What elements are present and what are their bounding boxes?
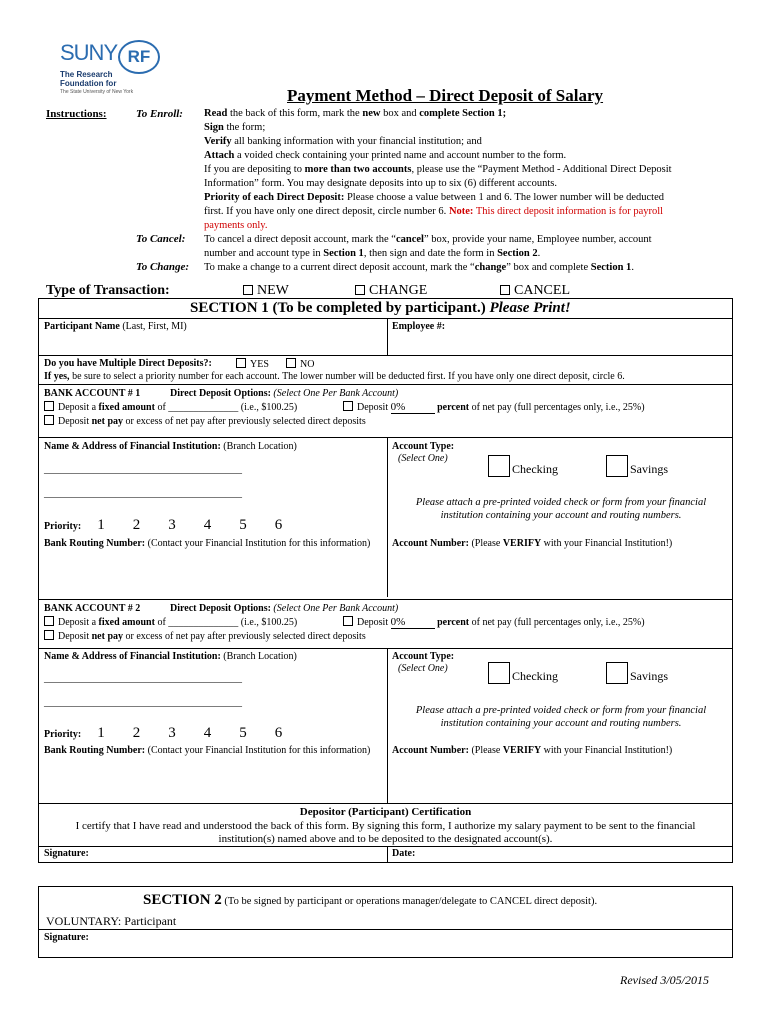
enroll-line-4: Attach a voided check containing your printed name and account number to the form.	[204, 150, 567, 161]
priority-row: Priority: 1 2 3 4 5 6	[44, 725, 283, 741]
checkbox-icon	[44, 616, 54, 626]
checkbox-icon	[243, 285, 253, 295]
attach-check-note: Please attach a pre-printed voided check or form from your financial institution containing your account and routing numbers.	[415, 705, 707, 729]
priority-row: Priority: 1 2 3 4 5 6	[44, 517, 283, 533]
checkbox-icon	[343, 401, 353, 411]
enroll-instructions	[204, 107, 724, 275]
logo-line-1: The Research	[60, 70, 113, 79]
priority-option-1[interactable]: 1	[97, 725, 105, 741]
checkbox-icon	[488, 455, 510, 477]
account-number-field[interactable]: Account Number: (Please VERIFY with your Financial Institution!)	[392, 538, 673, 549]
new-checkbox[interactable]: NEW	[243, 283, 289, 299]
percent-input[interactable]: 0%	[391, 401, 435, 414]
employee-number-field[interactable]: Employee #:	[392, 321, 446, 332]
section2-heading: SECTION 2 (To be signed by participant or operations manager/delegate to CANCEL direct deposit).	[143, 892, 598, 908]
divider	[38, 599, 733, 600]
divider	[387, 648, 388, 803]
checkbox-icon	[355, 285, 365, 295]
to-cancel-label: To Cancel:	[136, 233, 186, 245]
enroll-line-2: Sign the form;	[204, 122, 266, 133]
enroll-line-1: Read the back of this form, mark the new box and complete Section 1;	[204, 108, 507, 119]
priority-option-3[interactable]: 3	[168, 725, 176, 741]
revision-date: Revised 3/05/2015	[620, 973, 709, 987]
logo	[60, 36, 190, 98]
account-type-label: Account Type:	[392, 651, 455, 662]
change-checkbox[interactable]: CHANGE	[355, 283, 427, 299]
divider	[387, 846, 388, 862]
voluntary-label: VOLUNTARY: Participant	[46, 914, 177, 928]
divider	[38, 929, 733, 930]
priority-option-3[interactable]: 3	[168, 517, 176, 533]
priority-option-4[interactable]: 4	[203, 517, 212, 533]
logo-line-2: Foundation for	[60, 79, 117, 88]
suny-wordmark: SUNY	[60, 40, 118, 65]
certification-text: I certify that I have read and understood the back of this form. By signing this form, I authorize my salary payment to be sent to the financial institution(s) named above and to be deposited to the designated account(s).	[75, 820, 696, 845]
divider	[387, 437, 388, 597]
two-accounts-line-2: Information” form. You may designate deposits into up to six (6) different accounts.	[204, 178, 557, 189]
signature-field[interactable]: Signature:	[44, 848, 89, 859]
logo-line-3: The State University of New York	[60, 89, 134, 95]
checkbox-icon	[236, 358, 246, 368]
divider	[38, 803, 733, 804]
routing-number-field[interactable]: Bank Routing Number: (Contact your Financial Institution for this information)	[44, 538, 371, 549]
institution-name-address-label: Name & Address of Financial Institution: (Branch Location)	[44, 651, 297, 662]
priority-option-4[interactable]: 4	[203, 725, 212, 741]
checkbox-icon	[44, 401, 54, 411]
participant-name-field[interactable]: Participant Name (Last, First, MI)	[44, 321, 187, 332]
attach-check-note: Please attach a pre-printed voided check or form from your financial institution containing your account and routing numbers.	[415, 497, 707, 521]
priority-line: Priority of each Direct Deposit: Please choose a value between 1 and 6. The lower number will be deducted	[204, 192, 664, 203]
priority-line-2: first. If you have only one direct deposit, circle number 6. Note: This direct deposit information is for payroll	[204, 206, 664, 217]
checkbox-icon	[500, 285, 510, 295]
page-title: Payment Method – Direct Deposit of Salary	[287, 86, 604, 105]
multiple-yes-checkbox[interactable]: YES	[236, 358, 269, 370]
savings-checkbox[interactable]: Savings	[606, 662, 668, 684]
priority-option-2[interactable]: 2	[132, 725, 141, 741]
cancel-line-2: number and account type in Section 1, then sign and date the form in Section 2.	[204, 248, 541, 259]
to-change-label: To Change:	[136, 261, 190, 273]
multiple-deposits-question: Do you have Multiple Direct Deposits?:	[44, 358, 212, 369]
checkbox-icon	[286, 358, 296, 368]
rf-badge: RF	[118, 40, 160, 74]
account-type-hint: (Select One)	[398, 663, 448, 674]
percent-option[interactable]: Deposit 0% percent of net pay (full percentages only, i.e., 25%)	[343, 401, 645, 414]
checkbox-icon	[488, 662, 510, 684]
checkbox-icon	[606, 662, 628, 684]
cancel-line-1: To cancel a direct deposit account, mark the “cancel” box, provide your name, Employee number, account	[204, 234, 652, 245]
priority-option-5[interactable]: 5	[239, 517, 247, 533]
two-accounts-line: If you are depositing to more than two accounts, please use the “Payment Method - Additional Direct Deposit	[204, 164, 672, 175]
change-line: To make a change to a current direct deposit account, mark the “change” box and complete Section 1.	[204, 262, 634, 273]
checkbox-icon	[44, 415, 54, 425]
divider	[38, 648, 733, 649]
percent-option[interactable]: Deposit 0% percent of net pay (full percentages only, i.e., 25%)	[343, 616, 645, 629]
deposit-options-label: Direct Deposit Options: (Select One Per Bank Account)	[170, 388, 399, 399]
institution-address-line-1[interactable]: ____________________________________	[44, 672, 242, 684]
net-pay-option[interactable]: Deposit net pay or excess of net pay after previously selected direct deposits	[44, 630, 366, 642]
priority-option-5[interactable]: 5	[239, 725, 247, 741]
to-enroll-label: To Enroll:	[136, 108, 183, 120]
account-type-label: Account Type:	[392, 441, 455, 452]
checking-checkbox[interactable]: Checking	[488, 662, 558, 684]
institution-address-line-2[interactable]: ____________________________________	[44, 696, 242, 708]
bank-account-1	[38, 385, 733, 597]
divider	[38, 846, 733, 847]
account-type-hint: (Select One)	[398, 453, 448, 464]
priority-line-3: payments only.	[204, 220, 268, 231]
checking-checkbox[interactable]: Checking	[488, 455, 558, 477]
if-yes-note: If yes, be sure to select a priority number for each account. The lower number will be deducted first. If you have only one direct deposit, circle 6.	[44, 371, 625, 382]
institution-name-address-label: Name & Address of Financial Institution: (Branch Location)	[44, 441, 297, 452]
checkbox-icon	[606, 455, 628, 477]
transaction-type-label: Type of Transaction:	[46, 283, 170, 298]
enroll-line-3: Verify all banking information with your financial institution; and	[204, 136, 482, 147]
divider	[38, 437, 733, 438]
cancel-checkbox[interactable]: CANCEL	[500, 283, 570, 299]
divider	[387, 318, 388, 355]
divider	[38, 318, 733, 319]
priority-option-6[interactable]: 6	[274, 517, 283, 533]
routing-number-field[interactable]: Bank Routing Number: (Contact your Financial Institution for this information)	[44, 745, 371, 756]
bank-account-title: BANK ACCOUNT # 2	[44, 603, 141, 614]
bank-account-title: BANK ACCOUNT # 1	[44, 388, 141, 399]
priority-option-6[interactable]: 6	[274, 725, 283, 741]
instructions-label: Instructions:	[46, 108, 107, 120]
certification-title: Depositor (Participant) Certification	[299, 806, 472, 818]
fixed-amount-option[interactable]: Deposit a fixed amount of ______________ (i.e., $100.25)	[44, 616, 297, 628]
fixed-amount-option[interactable]: Deposit a fixed amount of ______________ (i.e., $100.25)	[44, 401, 297, 413]
checkbox-icon	[343, 616, 353, 626]
percent-input[interactable]: 0%	[391, 616, 435, 629]
date-field[interactable]: Date:	[392, 848, 416, 859]
multiple-no-checkbox[interactable]: NO	[286, 358, 314, 370]
section1-heading: SECTION 1 (To be completed by participant.) Please Print!	[190, 300, 571, 316]
checkbox-icon	[44, 630, 54, 640]
divider	[38, 355, 733, 356]
priority-option-2[interactable]: 2	[132, 517, 141, 533]
net-pay-option[interactable]: Deposit net pay or excess of net pay after previously selected direct deposits	[44, 415, 366, 427]
savings-checkbox[interactable]: Savings	[606, 455, 668, 477]
deposit-options-label: Direct Deposit Options: (Select One Per Bank Account)	[170, 603, 399, 614]
section2-signature-field[interactable]: Signature:	[44, 932, 89, 943]
priority-option-1[interactable]: 1	[97, 517, 105, 533]
institution-address-line-1[interactable]: ____________________________________	[44, 463, 242, 475]
account-number-field[interactable]: Account Number: (Please VERIFY with your Financial Institution!)	[392, 745, 673, 756]
bank-account-2	[38, 600, 733, 803]
institution-address-line-2[interactable]: ____________________________________	[44, 487, 242, 499]
